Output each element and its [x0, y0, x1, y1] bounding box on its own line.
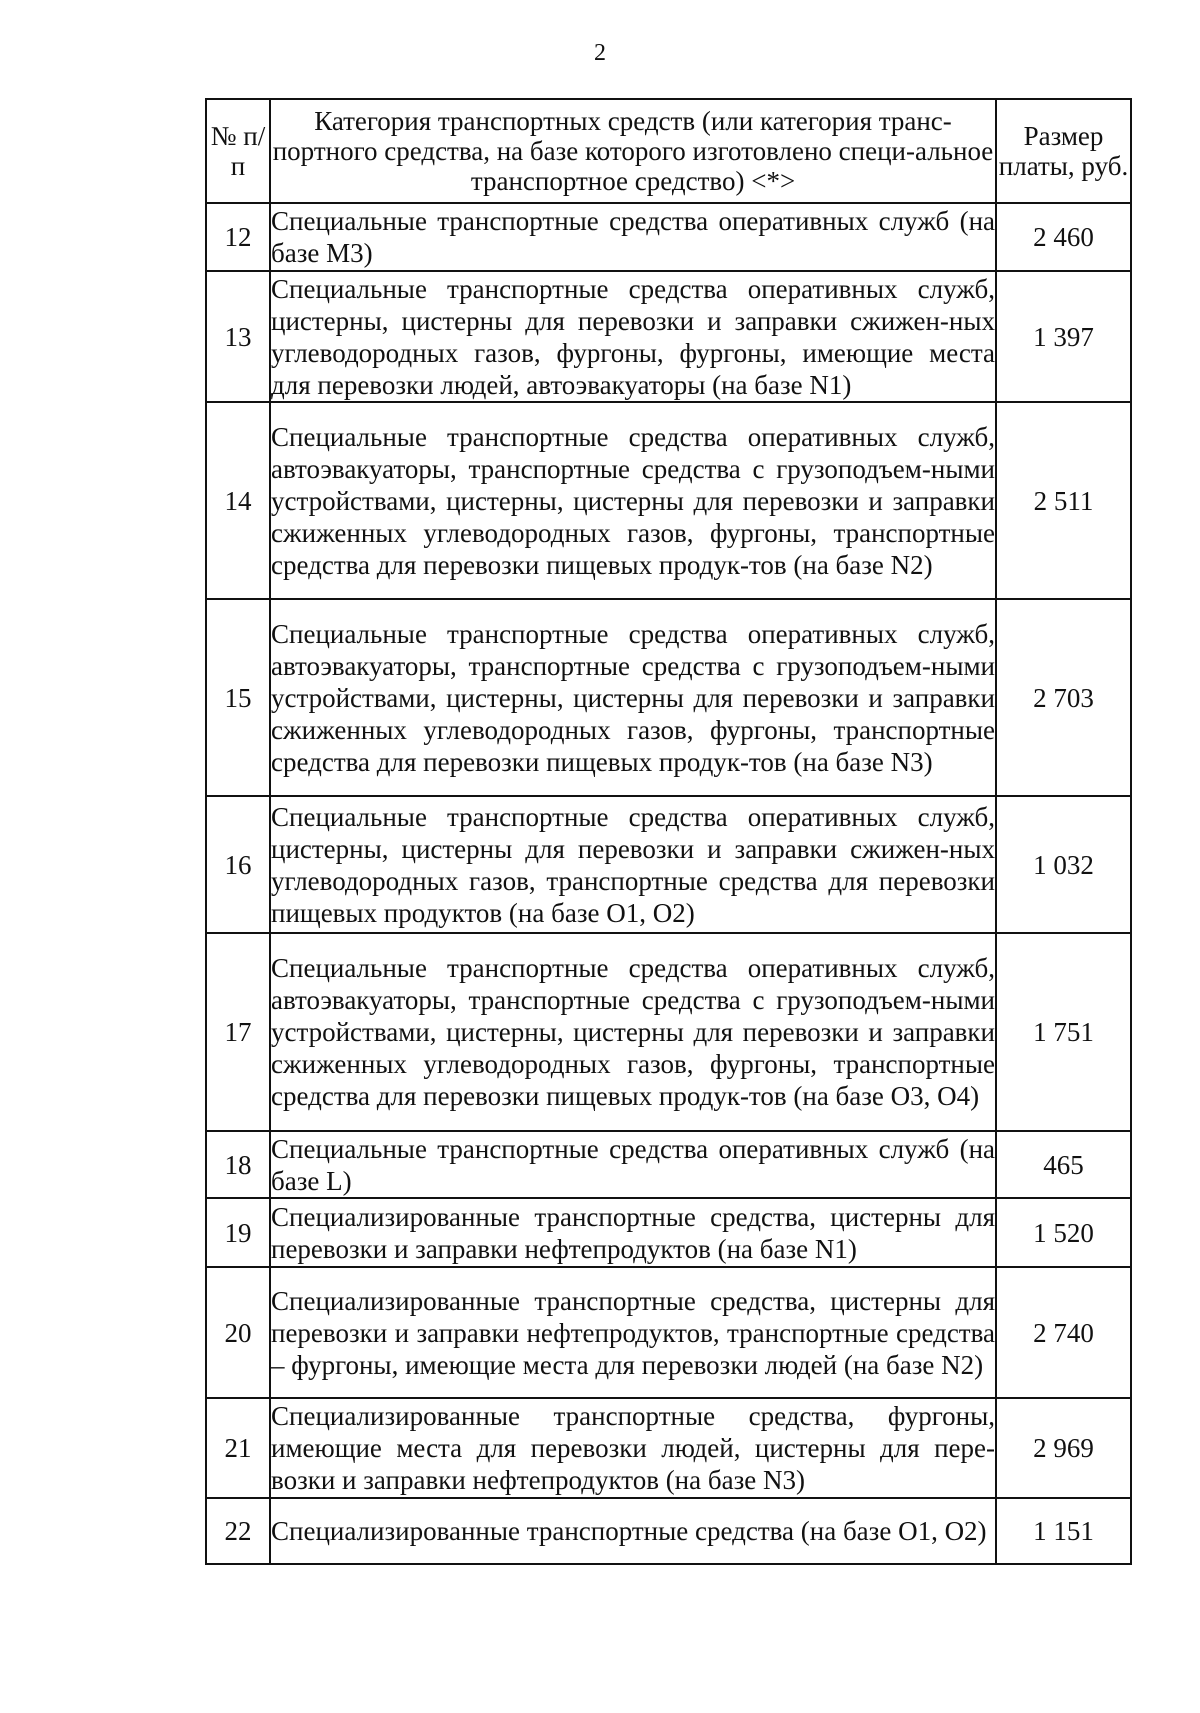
header-category: Категория транспортных средств (или категория транс-портного средства, на базе которого изготовлено специ-альное транспортное средство) <*>: [270, 99, 996, 203]
row-fee: 1 151: [996, 1498, 1131, 1564]
table-row: [206, 796, 1131, 933]
row-num: 22: [206, 1498, 270, 1564]
table-header-row: [206, 99, 1131, 203]
table-row: [206, 1198, 1131, 1267]
row-fee: 465: [996, 1131, 1131, 1198]
row-num: 16: [206, 796, 270, 933]
table-row: [206, 1131, 1131, 1198]
table-row: [206, 1398, 1131, 1498]
table-row: [206, 1267, 1131, 1398]
row-num: 21: [206, 1398, 270, 1498]
row-fee: 1 751: [996, 933, 1131, 1131]
fee-table: [205, 98, 1132, 1565]
row-fee: 2 511: [996, 402, 1131, 599]
row-category: Специальные транспортные средства оперативных служб (на базе L): [270, 1131, 996, 1198]
row-fee: 1 397: [996, 271, 1131, 402]
row-category: Специальные транспортные средства оперативных служб, цистерны, цистерны для перевозки и заправки сжижен-ных углеводородных газов, транспортные средства для перевозки пищевых продуктов (на базе O1, O2): [270, 796, 996, 933]
row-category: Специальные транспортные средства оперативных служб, автоэвакуаторы, транспортные средства с грузоподъем-ными устройствами, цистерны, цистерны для перевозки и заправки сжиженных углеводородных газов, фургоны, транспортные средства для перевозки пищевых продук-тов (на базе O3, O4): [270, 933, 996, 1131]
row-num: 13: [206, 271, 270, 402]
header-fee: Размер платы, руб.: [996, 99, 1131, 203]
header-num: № п/п: [206, 99, 270, 203]
row-fee: 1 032: [996, 796, 1131, 933]
row-category: Специализированные транспортные средства, цистерны для перевозки и заправки нефтепродуктов (на базе N1): [270, 1198, 996, 1267]
page-number: 2: [594, 40, 606, 66]
row-num: 15: [206, 599, 270, 796]
table-row: [206, 203, 1131, 271]
row-num: 12: [206, 203, 270, 271]
row-category: Специализированные транспортные средства, фургоны, имеющие места для перевозки людей, цистерны для пере-возки и заправки нефтепродуктов (на базе N3): [270, 1398, 996, 1498]
row-fee: 2 460: [996, 203, 1131, 271]
row-num: 19: [206, 1198, 270, 1267]
row-category: Специальные транспортные средства оперативных служб, автоэвакуаторы, транспортные средства с грузоподъем-ными устройствами, цистерны, цистерны для перевозки и заправки сжиженных углеводородных газов, фургоны, транспортные средства для перевозки пищевых продук-тов (на базе N2): [270, 402, 996, 599]
table-row: [206, 933, 1131, 1131]
row-num: 17: [206, 933, 270, 1131]
row-num: 20: [206, 1267, 270, 1398]
row-fee: 2 969: [996, 1398, 1131, 1498]
table-row: [206, 599, 1131, 796]
table-row: [206, 271, 1131, 402]
table-row: [206, 402, 1131, 599]
row-category: Специальные транспортные средства оперативных служб (на базе М3): [270, 203, 996, 271]
row-fee: 1 520: [996, 1198, 1131, 1267]
row-num: 14: [206, 402, 270, 599]
row-fee: 2 703: [996, 599, 1131, 796]
row-category: Специализированные транспортные средства (на базе O1, O2): [270, 1498, 996, 1564]
table-row: [206, 1498, 1131, 1564]
row-category: Специальные транспортные средства оперативных служб, цистерны, цистерны для перевозки и заправки сжижен-ных углеводородных газов, фургоны, фургоны, имеющие места для перевозки людей, автоэвакуаторы (на базе N1): [270, 271, 996, 402]
row-category: Специализированные транспортные средства, цистерны для перевозки и заправки нефтепродуктов, транспортные средства – фургоны, имеющие места для перевозки людей (на базе N2): [270, 1267, 996, 1398]
row-category: Специальные транспортные средства оперативных служб, автоэвакуаторы, транспортные средства с грузоподъем-ными устройствами, цистерны, цистерны для перевозки и заправки сжиженных углеводородных газов, фургоны, транспортные средства для перевозки пищевых продук-тов (на базе N3): [270, 599, 996, 796]
row-num: 18: [206, 1131, 270, 1198]
row-fee: 2 740: [996, 1267, 1131, 1398]
